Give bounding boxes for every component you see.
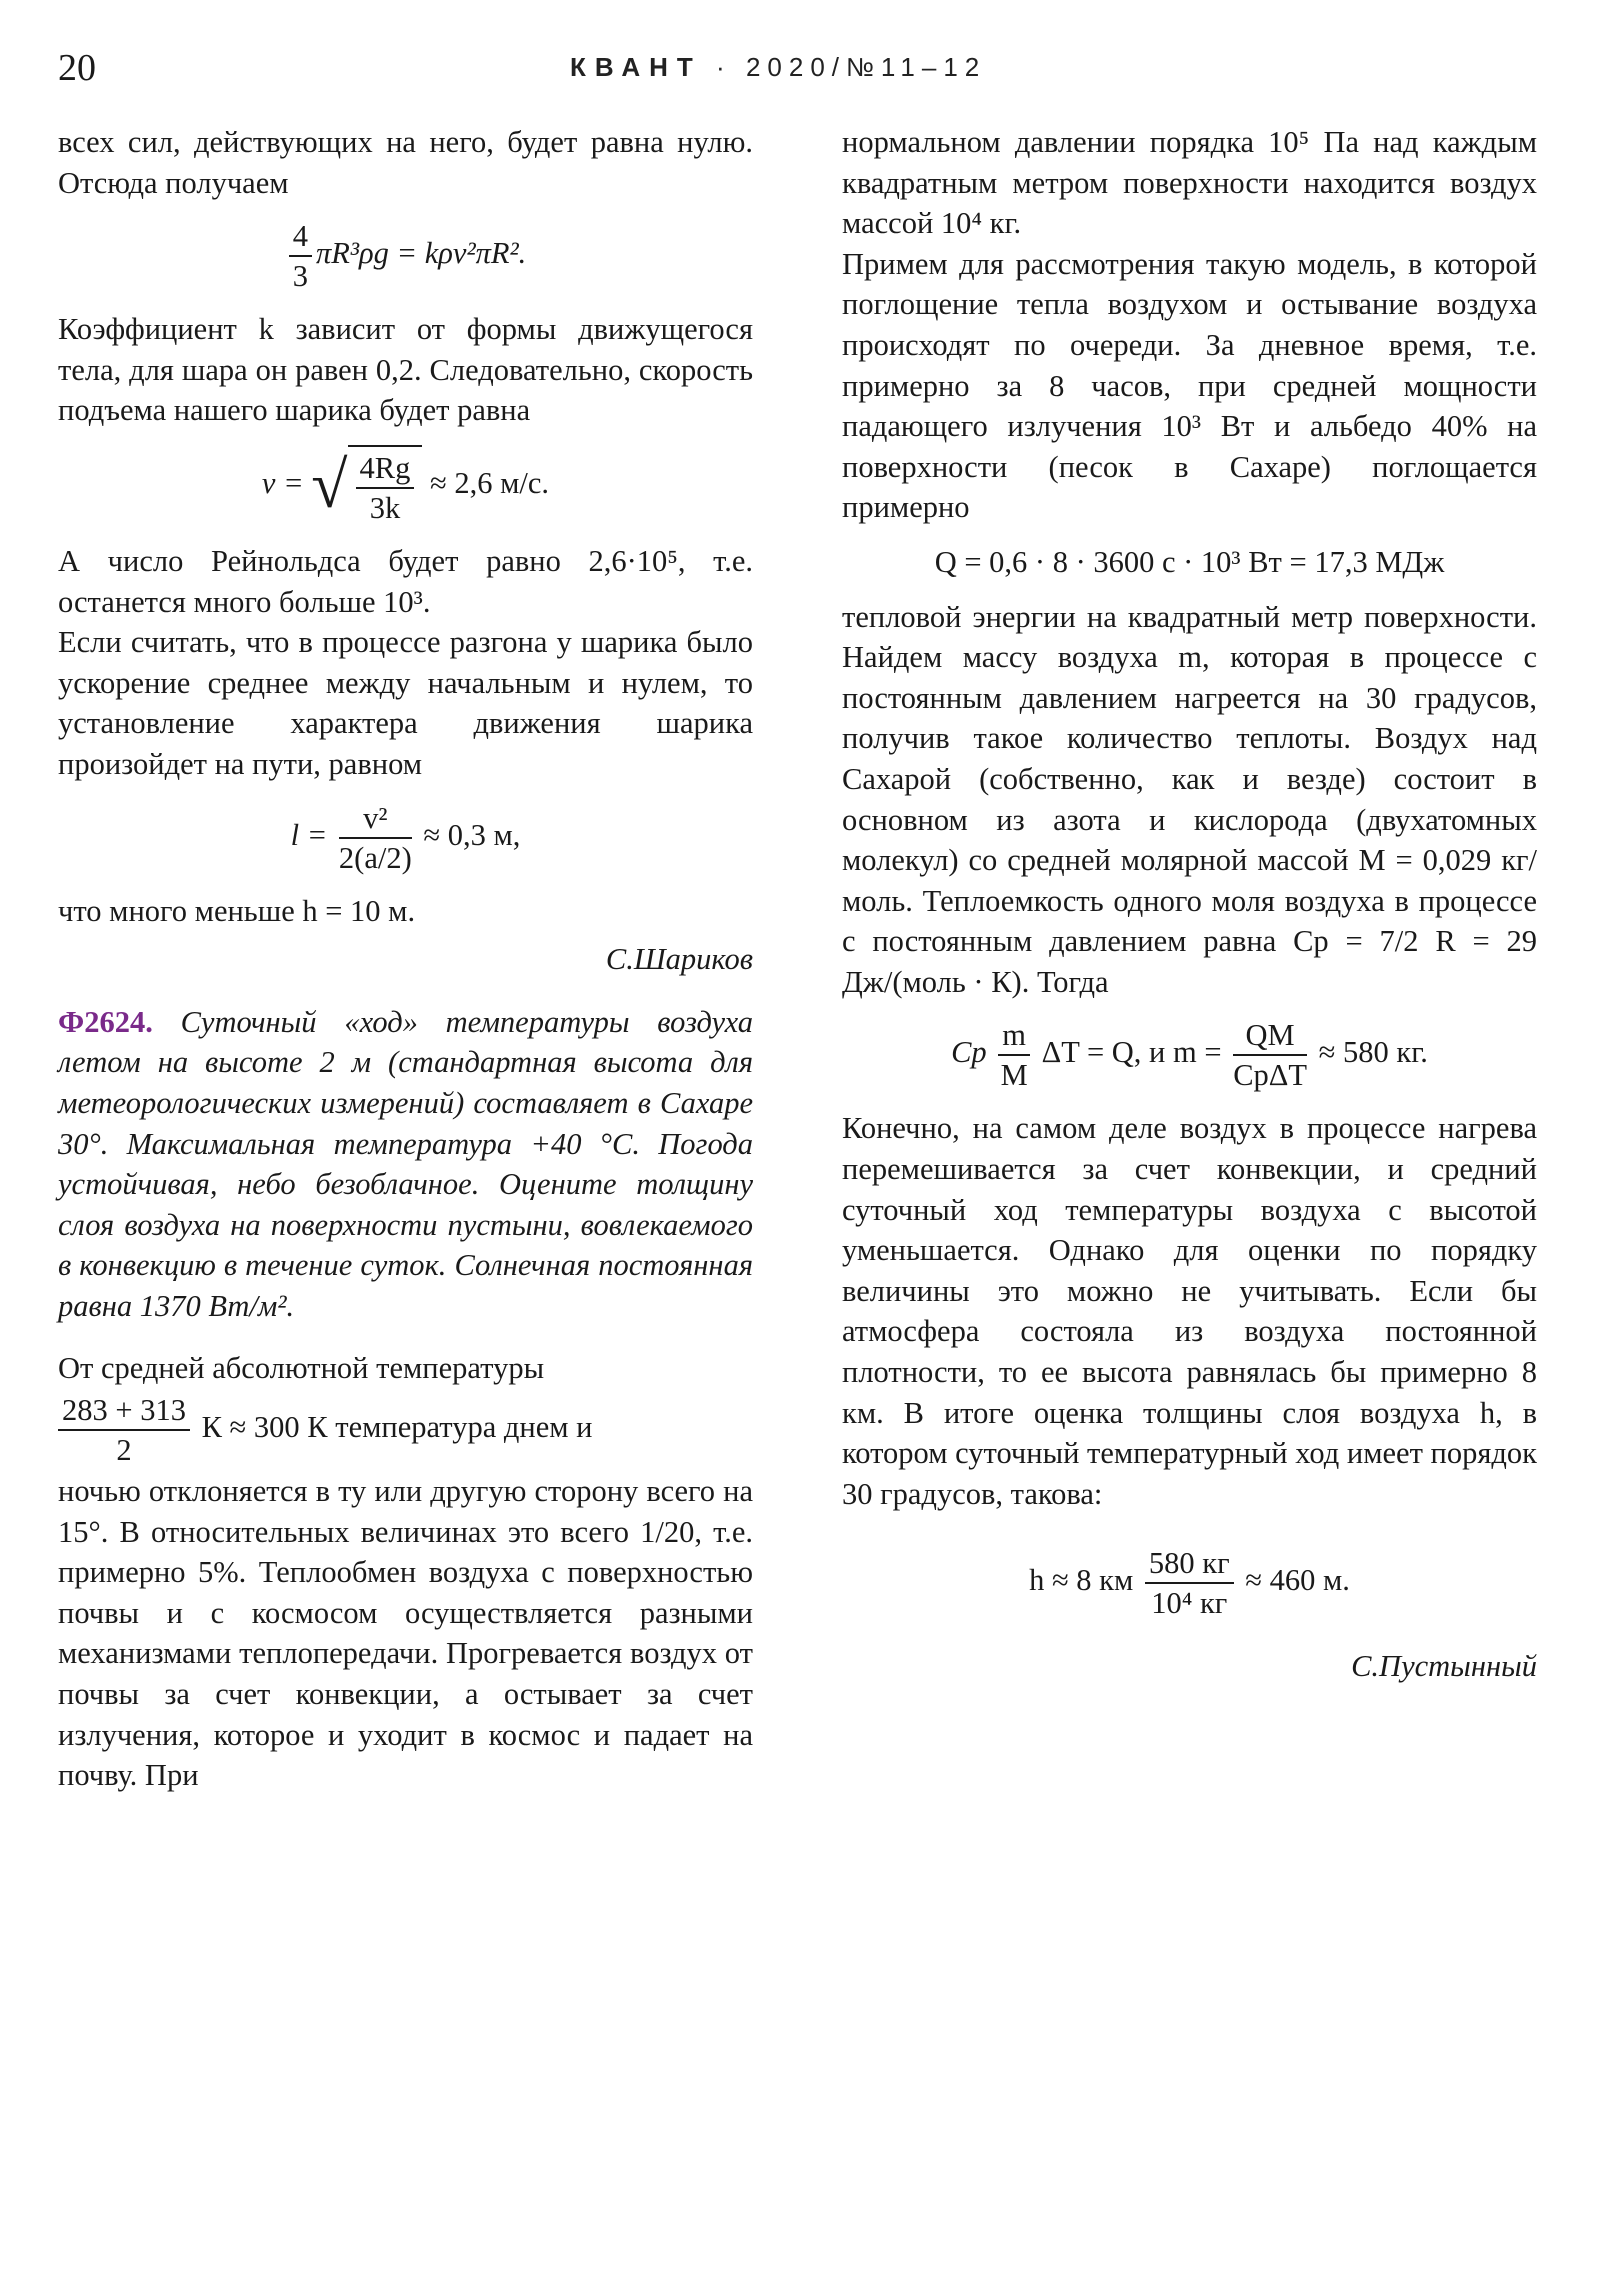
author-signature: С.Пустынный [1351,1649,1537,1684]
paragraph: А число Рейнольдса будет равно 2,6·10⁵, т.е. останется много больше 10³. [58,543,753,619]
left-column [58,122,753,1796]
paragraph: Коэффициент k зависит от формы движущегося тела, для шара он равен 0,2. Следовательно, скорость подъема нашего шарика будет равна [58,312,753,428]
equation-rhs: ≈ 460 м. [1245,1563,1350,1598]
header-separator: · [716,52,732,82]
paragraph: всех сил, действующих на него, будет равна нулю. Отсюда получаем [58,125,753,200]
fraction-denominator: 3 [292,259,308,294]
paragraph: что много меньше h = 10 м. [58,893,416,928]
paragraph: От средней абсолютной температуры [58,1351,545,1386]
equation-heat: Q = 0,6 · 8 · 3600 с · 10³ Вт = 17,3 МДж [934,544,1445,579]
equation-lhs: v = [261,465,304,500]
fraction [356,449,415,527]
fraction-numerator: v² [339,799,412,839]
problem-statement [58,1002,753,1327]
fraction-denominator: 3k [369,490,401,525]
author-signature: С.Шариков [605,942,753,977]
paragraph: ночью отклоняется в ту или другую сторону всего на 15°. В относительных величинах это всего 1/20, т.е. примерно 5%. Теплообмен воздуха с поверхностью почвы и с космосом осуществляется разными механизмами теплопередачи. Прогревается воздух от почвы за счет конвекции, а остывает за счет излучения, которое и уходит в космос и падает на почву. При [58,1474,753,1793]
journal-title: КВАНТ [570,52,702,82]
fraction-denominator: 10⁴ кг [1151,1586,1228,1621]
fraction-numerator: QM [1233,1016,1307,1056]
paragraph: Конечно, на самом деле воздух в процессе нагрева перемешивается за счет конвекции, и средний суточный ход температуры воздуха с высотой уменьшается. Однако для оценки по порядку величины это можно не учитывать. Если бы атмосфера состояла из воздуха постоянной плотности, то ее высота равнялась бы примерно 8 км. В итоге оценка толщины слоя воздуха h, в котором суточный температурный ход имеет порядок 30 градусов, такова: [842,1111,1537,1511]
fraction-numerator: 580 кг [1145,1544,1234,1584]
fraction-denominator: 2(a/2) [338,840,412,875]
paragraph: Примем для рассмотрения такую модель, в которой поглощение тепла воздухом и остывание воздуха происходят по очереди. За дневное время, т.е. примерно за 8 часов, при средней мощности падающего излучения 10³ Вт и альбедо 40% на поверхности (песок в Сахаре) поглощается примерно [842,246,1537,525]
paragraph: нормальном давлении порядка 10⁵ Па над каждым квадратным метром поверхности находится воздух массой 10⁴ кг. [842,125,1537,241]
issue-number: 2020/№11–12 [745,52,987,82]
fraction [1145,1544,1234,1622]
problem-text: Суточный «ход» температуры воздуха летом на высоте 2 м (стандартная высота для метеорологических измерений) составляет в Сахаре 30°. Максимальная температура +40 °С. Погода устойчивая, небо безоблачное. Оцените толщину слоя воздуха на поверхности пустыни, вовлекаемого в конвекцию в течение суток. Солнечная постоянная равна 1370 Вт/м². [58,1004,753,1323]
running-head [570,52,986,83]
equation-rhs: К ≈ 300 К температура днем и [201,1410,593,1445]
radical-sign: √ [311,448,348,522]
equation-rhs: ≈ 0,3 м, [423,817,521,852]
equation-thickness [842,1544,1537,1622]
equation-mean-temperature [58,1391,753,1469]
equation-velocity [58,445,753,527]
equation-mass [842,1016,1537,1094]
fraction [339,799,412,877]
problem-number: Ф2624. [58,1004,153,1039]
fraction-numerator: 4 [289,217,312,257]
fraction-numerator: 4Rg [356,449,415,489]
square-root [311,445,422,527]
paragraph: Если считать, что в процессе разгона у шарика было ускорение среднее между начальным и нулем, то установление характера движения шарика произойдет на пути, равном [58,625,753,781]
equation-path [58,799,753,877]
right-column [842,122,1537,1687]
equation-middle: ΔT = Q, и m = [1041,1035,1222,1070]
fraction [289,217,312,295]
equation-lhs: l = [290,817,328,852]
equation-body: πR³ρg = kρv²πR². [315,236,527,271]
fraction [1233,1016,1307,1094]
fraction [998,1016,1030,1094]
page-number: 20 [58,47,96,89]
fraction-denominator: CpΔT [1233,1058,1308,1093]
fraction-denominator: 2 [116,1433,132,1468]
fraction-numerator: 283 + 313 [58,1391,190,1431]
equation-cp: Cp [951,1035,987,1070]
fraction-numerator: m [998,1016,1030,1056]
paragraph: тепловой энергии на квадратный метр поверхности. Найдем массу воздуха m, которая в процессе с постоянным давлением нагреется на 30 градусов, получив такое количество теплоты. Воздух над Сахарой (собственно, как и везде) состоит в основном из азота и кислорода (двухатомных молекул) со средней молярной массой M = 0,029 кг/моль. Теплоемкость одного моля воздуха в процессе с постоянным давлением равна Cp = 7/2 R = 29 Дж/(моль · К). Тогда [842,599,1537,999]
equation-rhs: ≈ 2,6 м/с. [430,465,550,500]
equation-lhs: h ≈ 8 км [1029,1563,1134,1598]
equation-rhs: ≈ 580 кг. [1318,1035,1428,1070]
fraction-denominator: M [1000,1058,1028,1093]
fraction [58,1391,190,1469]
equation-force-balance [58,217,753,295]
